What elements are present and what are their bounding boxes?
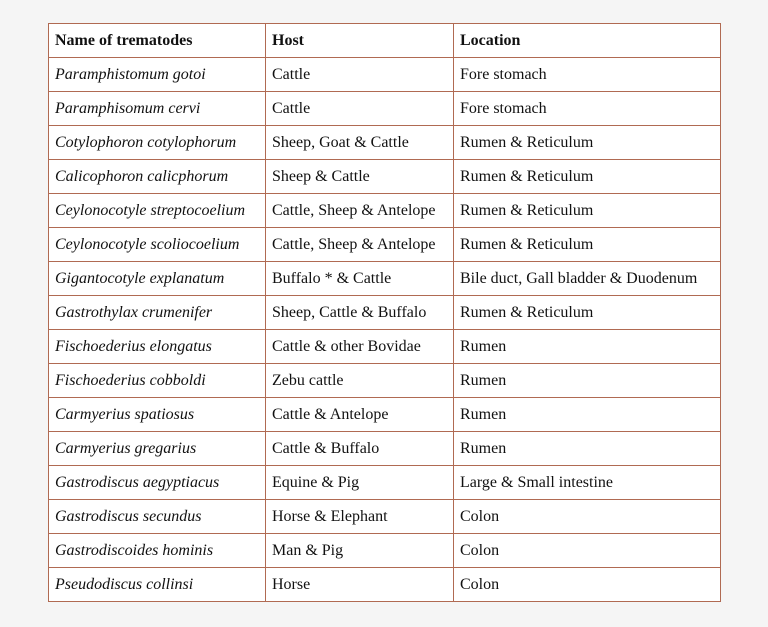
species-cell: Gigantocotyle explanatum — [49, 262, 266, 296]
host-cell: Equine & Pig — [266, 466, 454, 500]
host-cell: Cattle, Sheep & Antelope — [266, 228, 454, 262]
header-host: Host — [266, 24, 454, 58]
host-cell: Cattle & Buffalo — [266, 432, 454, 466]
table-row — [49, 296, 721, 330]
host-cell: Cattle — [266, 92, 454, 126]
location-cell: Rumen & Reticulum — [454, 160, 721, 194]
species-cell: Paramphisomum cervi — [49, 92, 266, 126]
species-cell: Gastrodiscoides hominis — [49, 534, 266, 568]
table-row — [49, 92, 721, 126]
table-row — [49, 466, 721, 500]
location-cell: Bile duct, Gall bladder & Duodenum — [454, 262, 721, 296]
table-row — [49, 500, 721, 534]
host-cell: Zebu cattle — [266, 364, 454, 398]
species-cell: Ceylonocotyle scoliocoelium — [49, 228, 266, 262]
table-row — [49, 432, 721, 466]
location-cell: Rumen — [454, 398, 721, 432]
species-cell: Gastrodiscus secundus — [49, 500, 266, 534]
table-row — [49, 228, 721, 262]
host-cell: Horse — [266, 568, 454, 602]
table-row — [49, 330, 721, 364]
location-cell: Colon — [454, 568, 721, 602]
host-cell: Sheep & Cattle — [266, 160, 454, 194]
header-location: Location — [454, 24, 721, 58]
species-cell: Fischoederius cobboldi — [49, 364, 266, 398]
host-cell: Sheep, Goat & Cattle — [266, 126, 454, 160]
host-cell: Cattle & Antelope — [266, 398, 454, 432]
trematodes-table — [48, 23, 721, 602]
location-cell: Colon — [454, 534, 721, 568]
table-row — [49, 194, 721, 228]
table-row — [49, 126, 721, 160]
species-cell: Calicophoron calicphorum — [49, 160, 266, 194]
species-cell: Ceylonocotyle streptocoelium — [49, 194, 266, 228]
species-cell: Carmyerius spatiosus — [49, 398, 266, 432]
host-cell: Cattle — [266, 58, 454, 92]
species-cell: Fischoederius elongatus — [49, 330, 266, 364]
species-cell: Carmyerius gregarius — [49, 432, 266, 466]
table-row — [49, 364, 721, 398]
location-cell: Rumen & Reticulum — [454, 296, 721, 330]
location-cell: Rumen — [454, 432, 721, 466]
location-cell: Rumen — [454, 364, 721, 398]
table-header-row — [49, 24, 721, 58]
host-cell: Horse & Elephant — [266, 500, 454, 534]
table-row — [49, 398, 721, 432]
location-cell: Large & Small intestine — [454, 466, 721, 500]
species-cell: Pseudodiscus collinsi — [49, 568, 266, 602]
host-cell: Cattle & other Bovidae — [266, 330, 454, 364]
table-row — [49, 568, 721, 602]
species-cell: Cotylophoron cotylophorum — [49, 126, 266, 160]
location-cell: Fore stomach — [454, 58, 721, 92]
species-cell: Gastrothylax crumenifer — [49, 296, 266, 330]
host-cell: Cattle, Sheep & Antelope — [266, 194, 454, 228]
table-row — [49, 534, 721, 568]
location-cell: Rumen & Reticulum — [454, 228, 721, 262]
table-row — [49, 160, 721, 194]
host-cell: Buffalo * & Cattle — [266, 262, 454, 296]
table-row — [49, 58, 721, 92]
species-cell: Paramphistomum gotoi — [49, 58, 266, 92]
location-cell: Colon — [454, 500, 721, 534]
location-cell: Rumen — [454, 330, 721, 364]
location-cell: Rumen & Reticulum — [454, 126, 721, 160]
species-cell: Gastrodiscus aegyptiacus — [49, 466, 266, 500]
header-name-of-trematodes: Name of trematodes — [49, 24, 266, 58]
location-cell: Fore stomach — [454, 92, 721, 126]
host-cell: Man & Pig — [266, 534, 454, 568]
table-row — [49, 262, 721, 296]
location-cell: Rumen & Reticulum — [454, 194, 721, 228]
host-cell: Sheep, Cattle & Buffalo — [266, 296, 454, 330]
